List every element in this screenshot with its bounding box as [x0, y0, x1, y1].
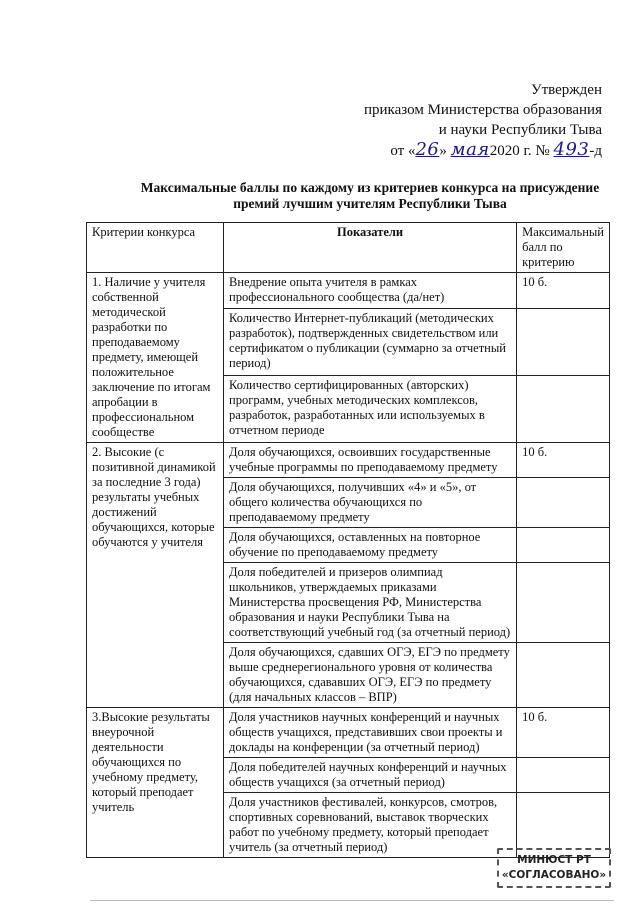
stamp-line-1: МИНЮСТ РТ [517, 854, 591, 866]
page-divider [90, 900, 614, 901]
table-row [87, 443, 610, 478]
table-row [87, 708, 610, 758]
year-text: 2020 г. № [489, 143, 550, 159]
score-cell: 10 б. [517, 273, 610, 309]
indicator-cell: Доля победителей и призеров олимпиад школьников, утверждаемых приказами Министерства просвещения РФ, Министерства образования и науки Республики Тыва на соответствующий учебный год (за отчетный период) [224, 563, 517, 643]
criterion-cell: 3.Высокие результаты внеурочной деятельности обучающихся по учебному предмету, который преподает учитель [87, 708, 224, 858]
score-cell: 10 б. [517, 443, 610, 478]
indicator-cell: Доля участников научных конференций и научных обществ учащихся, представивших свои проекты и доклады на конференции (за отчетный период) [224, 708, 517, 758]
score-cell-empty [517, 478, 610, 528]
date-mid: » [439, 143, 447, 159]
score-cell-empty [517, 643, 610, 708]
approval-line-2: приказом Министерства образования [364, 102, 602, 118]
indicator-cell: Доля победителей научных конференций и научных обществ учащихся (за отчетный период) [224, 758, 517, 793]
header-criteria: Критерии конкурса [87, 223, 224, 273]
approval-stamp [497, 848, 611, 888]
date-prefix: от « [390, 143, 416, 159]
indicator-cell: Количество сертифицированных (авторских) программ, учебных методических комплексов, разработок, разработанных или используемых в отчетном периоде [224, 376, 517, 443]
table-header-row [87, 223, 610, 273]
score-cell-empty [517, 758, 610, 793]
score-cell: 10 б. [517, 708, 610, 758]
document-title: Максимальные баллы по каждому из критериев конкурса на присуждение премий лучшим учителям Республики Тыва [140, 180, 600, 211]
indicator-cell: Доля обучающихся, оставленных на повторное обучение по преподаваемому предмету [224, 528, 517, 563]
score-cell-empty [517, 309, 610, 376]
handwritten-month: мая [450, 139, 490, 160]
criterion-cell: 1. Наличие у учителя собственной методической разработки по преподаваемому предмету, имеющей положительное заключение по итогам апробации в профессиональном сообществе [87, 273, 224, 443]
handwritten-day: 26 [415, 139, 440, 160]
indicator-cell: Доля обучающихся, получивших «4» и «5», от общего количества обучающихся по преподаваемому предмету [224, 478, 517, 528]
indicator-cell: Доля обучающихся, освоивших государственные учебные программы по преподаваемому предмету [224, 443, 517, 478]
header-max-score: Максимальный балл по критерию [517, 223, 610, 273]
stamp-line-2: «СОГЛАСОВАНО» [501, 869, 607, 881]
indicator-cell: Количество Интернет-публикаций (методических разработок), подтвержденных свидетельством или сертификатом о публикации (суммарно за отчетный период) [224, 309, 517, 376]
criterion-cell: 2. Высокие (с позитивной динамикой за последние 3 года) результаты учебных достижений обучающихся, которые обучаются у учителя [87, 443, 224, 708]
score-cell-empty [517, 528, 610, 563]
score-cell-empty [517, 376, 610, 443]
indicator-cell: Внедрение опыта учителя в рамках профессионального сообщества (да/нет) [224, 273, 517, 309]
approval-block [364, 80, 602, 161]
criteria-table [86, 222, 610, 858]
handwritten-order-number: 493 [553, 139, 590, 160]
approval-date-line [364, 140, 602, 161]
score-cell-empty [517, 563, 610, 643]
approval-line-1: Утвержден [530, 82, 602, 98]
indicator-cell: Доля участников фестивалей, конкурсов, смотров, спортивных соревнований, выставок творческих работ по учебному предмету, который преподает учитель (за отчетный период) [224, 793, 517, 858]
table-row [87, 273, 610, 309]
indicator-cell: Доля обучающихся, сдавших ОГЭ, ЕГЭ по предмету выше среднерегионального уровня от количества обучающихся, сдававших ОГЭ, ЕГЭ по предмету (для начальных классов – ВПР) [224, 643, 517, 708]
approval-line-3: и науки Республики Тыва [438, 122, 602, 138]
header-indicators: Показатели [224, 223, 517, 273]
order-suffix: -д [589, 143, 602, 159]
